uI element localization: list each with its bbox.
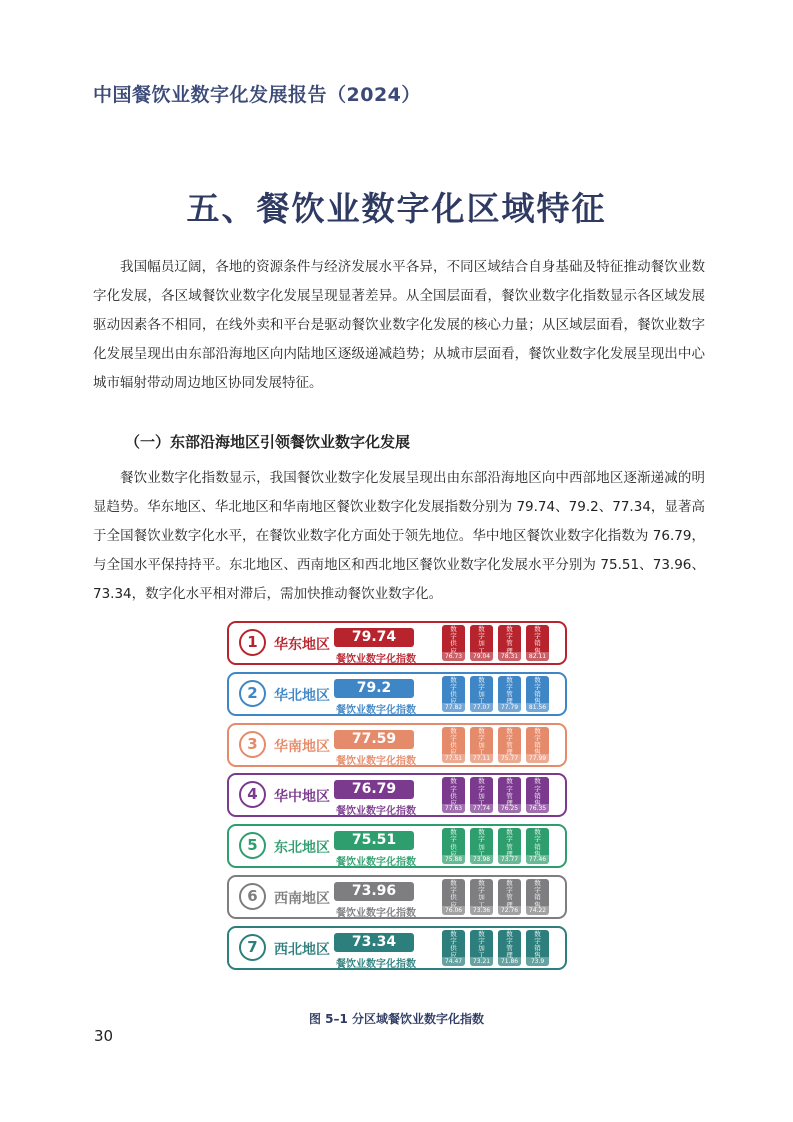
report-header-title: 中国餐饮业数字化发展报告（2024） (93, 84, 421, 106)
sub-index-label: 数 字 销 售 (534, 879, 541, 909)
sub-index-label: 数 字 加 工 (478, 828, 485, 858)
sub-index-value: 76.35 (526, 804, 549, 813)
sub-index-tile (442, 777, 465, 813)
rank-badge: 1 (239, 629, 266, 656)
sub-index-value: 73.9 (526, 957, 549, 966)
region-row (227, 875, 567, 919)
sub-index-value: 73.21 (470, 957, 493, 966)
region-index-value: 75.51 (334, 831, 414, 850)
sub-index-tile (442, 828, 465, 864)
region-index-value: 73.96 (334, 882, 414, 901)
sub-index-tile (498, 879, 521, 915)
region-row (227, 672, 567, 716)
sub-index-tile (526, 727, 549, 763)
region-row (227, 621, 567, 665)
rank-badge: 4 (239, 781, 266, 808)
sub-index-label: 数 字 供 应 (450, 625, 457, 655)
sub-index-tile (526, 828, 549, 864)
rank-badge: 7 (239, 934, 266, 961)
sub-index-label: 数 字 供 应 (450, 879, 457, 909)
sub-index-label: 数 字 供 应 (450, 777, 457, 807)
region-row (227, 723, 567, 767)
chapter-title: 五、餐饮业数字化区域特征 (186, 189, 607, 228)
sub-index-value: 77.11 (470, 754, 493, 763)
sub-index-label: 数 字 加 工 (478, 675, 485, 706)
sub-index-label: 数 字 销 售 (534, 828, 541, 858)
region-index-value: 79.74 (334, 628, 414, 647)
sub-index-value: 73.77 (498, 855, 521, 864)
sub-index-tile (442, 727, 465, 763)
sub-index-value: 72.76 (498, 906, 521, 915)
sub-index-value: 79.04 (470, 652, 493, 661)
sub-index-tile (526, 676, 549, 712)
index-label: 餐饮业数字化指数 (336, 908, 416, 919)
page-number: 30 (94, 1027, 114, 1045)
sub-index-tile (526, 777, 549, 813)
sub-index-label: 数 字 加 工 (478, 777, 485, 807)
section-heading: （一）东部沿海地区引领餐饮业数字化发展 (125, 433, 411, 451)
intro-paragraph: 我国幅员辽阔，各地的资源条件与经济发展水平各异，不同区域结合自身基础及特征推动餐饮业数字化发展，各区域餐饮业数字化发展呈现显著差异。从全国层面看，餐饮业数字化指数显示各区域发展驱动因素各不相同，在线外卖和平台是驱动餐饮业数字化发展的核心力量；从区域层面看，餐饮业数字化发展呈现出由东部沿海地区向内陆地区逐级递减趋势；从城市层面看，餐饮业数字化发展呈现出中心城市辐射带动周边地区协同发展特征。 (93, 259, 705, 391)
sub-index-tile (498, 676, 521, 712)
sub-index-label: 数 字 供 应 (450, 929, 457, 960)
sub-index-value: 73.98 (470, 855, 493, 864)
index-label: 餐饮业数字化指数 (336, 654, 416, 665)
sub-index-tile (442, 930, 465, 966)
index-label: 餐饮业数字化指数 (336, 857, 416, 869)
sub-index-tile (470, 676, 493, 712)
sub-index-value: 77.51 (442, 754, 465, 763)
sub-index-tile (526, 625, 549, 661)
sub-index-value: 74.22 (526, 906, 549, 915)
sub-index-tile (442, 625, 465, 661)
sub-index-label: 数 字 销 售 (534, 929, 541, 960)
sub-index-label: 数 字 销 售 (534, 625, 541, 655)
rank-badge: 3 (239, 731, 266, 758)
sub-index-label: 数 字 管 理 (506, 675, 513, 706)
sub-index-tile (498, 777, 521, 813)
sub-index-tile (526, 879, 549, 915)
sub-index-value: 76.06 (442, 906, 465, 915)
sub-index-tile (498, 930, 521, 966)
sub-index-label: 数 字 供 应 (450, 828, 457, 858)
sub-index-tile (498, 727, 521, 763)
sub-index-label: 数 字 加 工 (478, 929, 485, 960)
sub-index-value: 74.47 (442, 957, 465, 966)
sub-index-label: 数 字 加 工 (478, 879, 485, 909)
sub-index-tile (470, 879, 493, 915)
sub-index-tile (470, 625, 493, 661)
region-name: 华东地区 (274, 637, 330, 653)
region-index-value: 73.34 (334, 933, 414, 952)
sub-index-label: 数 字 管 理 (506, 777, 513, 807)
sub-index-label: 数 字 加 工 (478, 625, 485, 655)
region-name: 华南地区 (274, 738, 330, 755)
sub-index-value: 75.77 (498, 754, 521, 763)
sub-index-label: 数 字 加 工 (478, 726, 485, 757)
sub-index-label: 数 字 管 理 (506, 726, 513, 757)
sub-index-value: 77.99 (526, 754, 549, 763)
sub-index-label: 数 字 管 理 (506, 625, 513, 655)
section-paragraph: 餐饮业数字化指数显示，我国餐饮业数字化发展呈现出由东部沿海地区向中西部地区逐渐递减的明显趋势。华东地区、华北地区和华南地区餐饮业数字化发展指数分别为 79.74、79.2、77.34，显著高于全国餐饮业数字化水平，在餐饮业数字化方面处于领先地位。华中地区餐饮业数字化指数为 76.79，与全国水平保持持平。东北地区、西南地区和西北地区餐饮业数字化发展水平分别为 75.51、73.96、73.34，数字化水平相对滞后，需加快推动餐饮业数字化。 (93, 470, 705, 602)
sub-index-value: 73.36 (470, 906, 493, 915)
region-index-value: 76.79 (334, 780, 414, 799)
sub-index-label: 数 字 销 售 (534, 726, 541, 757)
sub-index-tile (470, 828, 493, 864)
region-index-value: 79.2 (334, 679, 414, 698)
sub-index-tile (442, 676, 465, 712)
sub-index-value: 77.79 (498, 703, 521, 712)
region-name: 华北地区 (274, 687, 330, 704)
sub-index-value: 77.07 (470, 703, 493, 712)
index-label: 餐饮业数字化指数 (336, 755, 416, 767)
sub-index-tile (498, 625, 521, 661)
region-row (227, 824, 567, 868)
sub-index-value: 76.25 (498, 804, 521, 813)
sub-index-tile (470, 930, 493, 966)
region-name: 西南地区 (274, 891, 330, 907)
figure-caption: 图 5–1 分区域餐饮业数字化指数 (308, 1012, 485, 1026)
rank-badge: 6 (239, 883, 266, 910)
index-label: 餐饮业数字化指数 (336, 704, 416, 716)
sub-index-tile (498, 828, 521, 864)
sub-index-label: 数 字 销 售 (534, 675, 541, 706)
sub-index-value: 82.11 (526, 652, 549, 661)
rank-badge: 2 (239, 680, 266, 707)
region-name: 华中地区 (274, 789, 330, 806)
sub-index-label: 数 字 供 应 (450, 726, 457, 757)
sub-index-tile (526, 930, 549, 966)
sub-index-value: 77.46 (526, 855, 549, 864)
sub-index-value: 76.73 (442, 652, 465, 661)
region-name: 西北地区 (274, 941, 330, 958)
sub-index-label: 数 字 供 应 (450, 675, 457, 706)
sub-index-label: 数 字 管 理 (506, 929, 513, 960)
sub-index-tile (442, 879, 465, 915)
region-index-value: 77.59 (334, 730, 414, 749)
index-label: 餐饮业数字化指数 (336, 958, 416, 970)
sub-index-label: 数 字 管 理 (506, 879, 513, 909)
region-row (227, 773, 567, 817)
sub-index-value: 71.86 (498, 957, 521, 966)
sub-index-value: 77.63 (442, 804, 465, 813)
sub-index-tile (470, 727, 493, 763)
index-label: 餐饮业数字化指数 (336, 806, 416, 818)
sub-index-value: 81.56 (526, 703, 549, 712)
sub-index-value: 77.82 (442, 703, 465, 712)
sub-index-tile (470, 777, 493, 813)
sub-index-value: 77.74 (470, 804, 493, 813)
region-row (227, 926, 567, 970)
sub-index-value: 78.31 (498, 652, 521, 661)
region-name: 东北地区 (274, 840, 330, 857)
sub-index-label: 数 字 管 理 (506, 828, 513, 858)
rank-badge: 5 (239, 832, 266, 859)
sub-index-value: 75.88 (442, 855, 465, 864)
sub-index-label: 数 字 销 售 (534, 777, 541, 807)
